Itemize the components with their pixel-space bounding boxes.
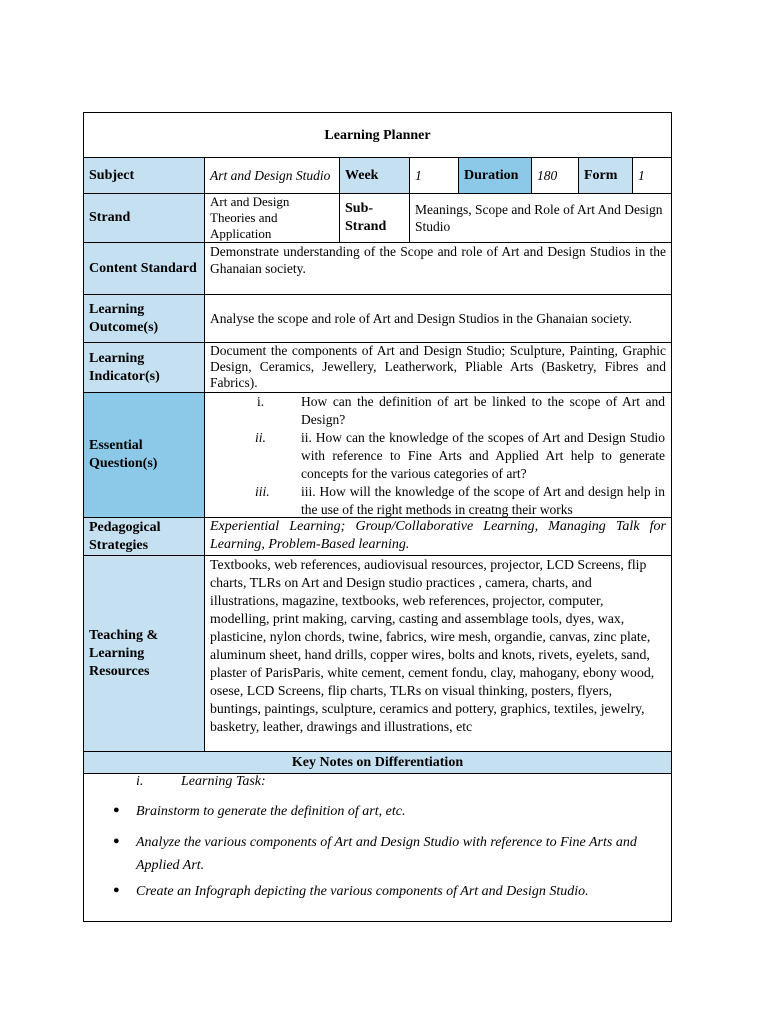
learning-planner-table	[83, 112, 672, 922]
resources-row	[84, 556, 671, 751]
sub-strand-label: Sub-Strand	[340, 194, 409, 242]
content-standard-label: Content Standard	[84, 243, 204, 294]
week-label: Week	[340, 158, 409, 193]
content-standard-row	[84, 243, 671, 294]
key-notes-row	[84, 752, 671, 773]
bullet-text: Brainstorm to generate the definition of art, etc.	[136, 804, 406, 819]
differentiation-bullet	[84, 880, 671, 904]
essential-questions-list	[205, 393, 671, 517]
bullet-icon: ●	[113, 884, 120, 896]
question-text: iii. How will the knowledge of the scope of Art and design help in the use of the right methods in creatng their works	[301, 484, 665, 517]
resources-value: Textbooks, web references, audiovisual resources, projector, LCD Screens, flip charts, TLRs on Art and Design studio practices , camera, charts, and illustrations, magazine, textbooks, web references, projector, computer, modelling, print making, carving, casting and assemblage tools, dyes, wax, plasticine, nylon chords, twine, fabrics, wire mesh, organdie, canvas, zinc plate, aluminum sheet, hand drills, copper wires, bolts and knots, rivets, eyelets, sand, plaster of ParisParis, white cement, cement fondu, clay, mahogany, ebony wood, osese, LCD Screens, flip charts, TLRs on visual thinking, posters, flyers, buntings, paintings, sculpture, ceramics and pottery, graphics, textiles, jewelry, basketry, leather, drawings and illustrations, etc	[210, 557, 655, 734]
differentiation-bullet	[84, 800, 671, 824]
strand-label: Strand	[84, 194, 204, 242]
pedagogical-label: Pedagogical Strategies	[84, 518, 204, 555]
pedagogical-row	[84, 518, 671, 555]
learning-indicator-label: Learning Indicator(s)	[84, 343, 204, 392]
title-row	[84, 113, 671, 157]
subject-value: Art and Design Studio	[210, 168, 331, 183]
bullet-text: Analyze the various components of Art and Design Studio with reference to Fine Arts and Applied Art.	[136, 835, 637, 873]
strand-row	[84, 194, 671, 242]
learning-outcome-label: Learning Outcome(s)	[84, 295, 204, 342]
pedagogical-value: Experiential Learning; Group/Collaborative Learning, Managing Talk for Learning, Problem-Based learning.	[210, 519, 666, 552]
bullet-icon: ●	[113, 804, 120, 816]
duration-value: 180	[537, 168, 558, 183]
learning-task-line	[84, 774, 671, 794]
question-number: ii.	[255, 430, 266, 445]
subject-label: Subject	[84, 158, 204, 193]
question-text: ii. How can the knowledge of the scopes of Art and Design Studio with reference to Fine Arts and Applied Art help to generate concepts for the various categories of art?	[301, 430, 665, 481]
question-number: i.	[257, 394, 265, 409]
essential-questions-row	[84, 393, 671, 517]
differentiation-bullet	[84, 831, 671, 879]
learning-outcome-value: Analyse the scope and role of Art and Design Studios in the Ghanaian society.	[210, 311, 633, 326]
subject-row	[84, 158, 671, 193]
question-text: How can the definition of art be linked to the scope of Art and Design?	[301, 394, 665, 427]
form-value: 1	[638, 168, 645, 183]
strand-value: Art and Design Theories and Application	[210, 194, 290, 241]
resources-label: Teaching & Learning Resources	[84, 556, 204, 751]
learning-task-label: Learning Task:	[181, 774, 266, 789]
bullet-text: Create an Infograph depicting the various components of Art and Design Studio.	[136, 884, 589, 899]
bullet-icon: ●	[113, 835, 120, 847]
duration-label: Duration	[459, 158, 531, 193]
learning-outcome-row	[84, 295, 671, 342]
learning-task-number: i.	[136, 774, 144, 789]
learning-indicator-value: Document the components of Art and Design Studio; Sculpture, Painting, Graphic Design, Ceramics, Jewellery, Leatherwork, Pliable Arts (Basketry, Fibres and Fabrics).	[210, 343, 666, 390]
page-title: Learning Planner	[324, 127, 431, 143]
key-notes-heading: Key Notes on Differentiation	[84, 752, 671, 773]
form-label: Form	[579, 158, 632, 193]
week-value: 1	[415, 168, 422, 183]
sub-strand-value: Meanings, Scope and Role of Art And Design Studio	[415, 202, 663, 234]
essential-questions-label: Essential Question(s)	[84, 393, 204, 517]
learning-indicator-row	[84, 343, 671, 392]
content-standard-value: Demonstrate understanding of the Scope and role of Art and Design Studios in the Ghanaian society.	[210, 244, 666, 276]
question-number: iii.	[255, 484, 270, 499]
